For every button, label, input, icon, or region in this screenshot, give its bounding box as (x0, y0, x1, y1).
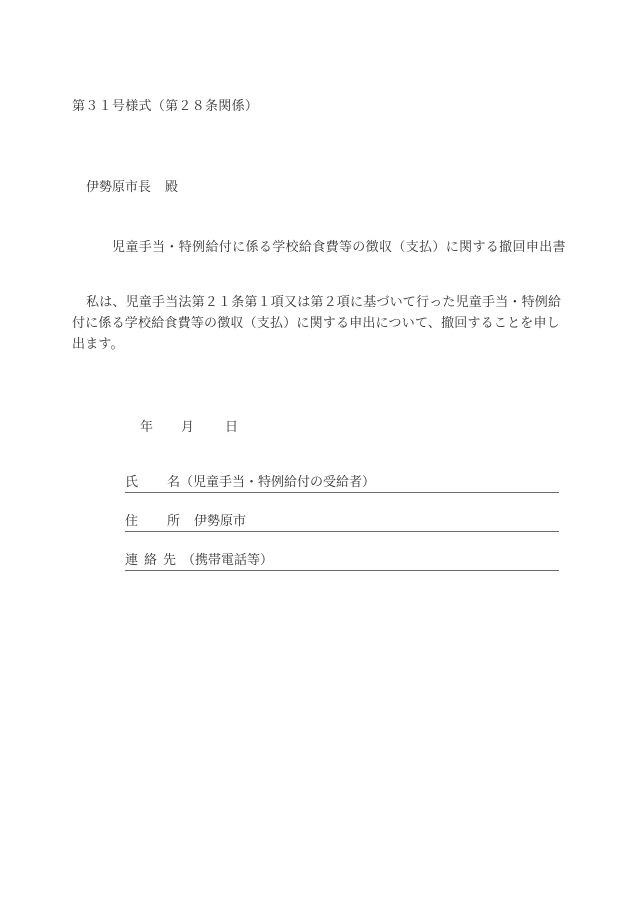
addressee-name: 伊勢原市長 (86, 180, 152, 195)
address-label-first: 住 (125, 514, 139, 529)
date-day-label: 日 (225, 420, 239, 435)
contact-label: 連絡先 (125, 553, 183, 568)
body-line-3: 出ます。 (72, 337, 124, 352)
body-paragraph (72, 292, 562, 355)
name-label-rest: 名（児童手当・特例給付の受給者） (167, 475, 376, 490)
name-label-first: 氏 (125, 475, 139, 490)
date-year-label: 年 (140, 420, 154, 435)
body-line-1: 私は、児童手当法第２１条第１項又は第２項に基づいて行った児童手当・特例給 (86, 295, 562, 310)
date-month-label: 月 (181, 420, 195, 435)
address-value: 伊勢原市 (194, 514, 247, 529)
date-row (140, 416, 238, 435)
document-title: 児童手当・特例給付に係る学校給食費等の徴収（支払）に関する撤回申出書 (112, 240, 566, 255)
name-field[interactable] (125, 476, 559, 493)
body-line-2: 付に係る学校給食費等の徴収（支払）に関する申出について、撤回することを申し (72, 316, 560, 331)
addressee-honorific: 殿 (165, 180, 179, 195)
contact-field[interactable] (125, 554, 559, 571)
addressee (86, 176, 178, 195)
contact-note: （携帯電話等） (182, 553, 274, 568)
address-label-second: 所 (167, 514, 181, 529)
form-number: 第３１号様式（第２８条関係） (72, 99, 259, 114)
address-field[interactable] (125, 515, 559, 532)
